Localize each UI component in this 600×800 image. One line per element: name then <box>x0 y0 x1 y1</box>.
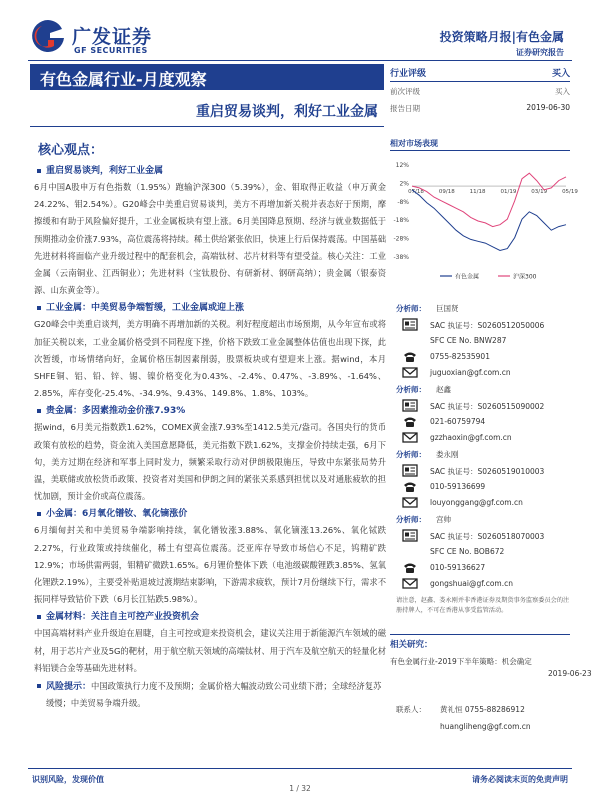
y-tick-label: 2% <box>399 180 409 188</box>
rating-head <box>390 64 570 82</box>
analyst-sac-row <box>390 528 570 544</box>
legend-label: 有色金属 <box>455 273 480 281</box>
page-number: 1 / 32 <box>289 784 311 793</box>
report-date-value: 2019-06-30 <box>526 103 570 112</box>
rating-value: 买入 <box>551 69 570 79</box>
legend-label: 沪深300 <box>513 273 537 281</box>
related-item[interactable]: 有色金属行业-2019下半年策略：机会确定 <box>390 657 532 666</box>
analyst-label: 分析师： <box>396 385 426 394</box>
license-icon <box>402 529 418 542</box>
analyst-block <box>390 300 570 381</box>
license-icon <box>402 399 418 412</box>
email-icon <box>402 366 418 379</box>
perf-chart-title: 相对市场表现 <box>390 139 438 148</box>
analyst-phone: 010-59136627 <box>430 563 486 572</box>
analyst-name-row <box>390 446 570 463</box>
key-points-body <box>34 163 386 712</box>
analyst-email-row[interactable] <box>390 495 570 511</box>
section-bullet: 贵金属：多因素推动金价涨7.93% <box>34 403 386 419</box>
analyst-list <box>390 300 570 616</box>
x-tick-label: 01/19 <box>500 189 517 196</box>
analyst-sac-row <box>390 463 570 479</box>
y-tick-label: -18% <box>393 217 409 225</box>
analyst-email[interactable]: gzzhaoxin@gf.com.cn <box>430 433 512 442</box>
phone-icon <box>402 415 418 428</box>
analyst-sac: SAC 执证号：S0260519010003 <box>430 467 545 476</box>
analyst-name-row <box>390 381 570 398</box>
report-date-label: 报告日期 <box>390 104 420 113</box>
key-points-title: 核心观点： <box>38 143 104 158</box>
contact-label: 联系人： <box>396 705 426 714</box>
analyst-email[interactable]: gongshuai@gf.com.cn <box>430 579 513 588</box>
section-bullet: 小金属：6月氧化镨钕、氧化镝涨价 <box>34 506 386 522</box>
analyst-email-row[interactable] <box>390 365 570 381</box>
y-tick-label: 12% <box>395 162 409 169</box>
analyst-sac: SAC 执证号：S0260518070003 <box>430 532 545 541</box>
analyst-sfc: SFC CE No. BNW287 <box>430 336 507 345</box>
analyst-phone-row <box>390 414 570 430</box>
prev-rating-value: 买入 <box>555 87 570 96</box>
analyst-phone-row <box>390 479 570 495</box>
risk-bullet <box>34 678 386 712</box>
analyst-name: 巨国贤 <box>436 304 459 313</box>
analyst-block <box>390 381 570 446</box>
title-divider <box>30 126 384 127</box>
analyst-name-row <box>390 511 570 528</box>
series-line <box>412 190 566 251</box>
contact-phone: 黄礼恒 0755-88286912 <box>440 705 525 714</box>
section-text: G20峰会中美重启谈判，美方明确不再增加新的关税。利好程度超出市场预期，从今年宣布或将加征关税以来，工业金属价格受到不同程度下挫，价格下跌致工业金属整体估值也出现下探，此次暂缓，市场情绪向好，金属价格压制因素削弱，股票板块或有望迎来上涨。据wind，本月SHFE铜、铝、铅、锌、锡、镍价格变化为0.43%、-2.4%、0.47%、-3.89%、-1.64%、2.85%，库存变化-25.4%、-34.9%、9.43%、149.8%、1.8%、103%。 <box>34 319 386 399</box>
analyst-email-row[interactable] <box>390 576 570 592</box>
prev-rating-row <box>390 82 570 99</box>
phone-icon <box>402 561 418 574</box>
analyst-sfc-row <box>390 333 570 349</box>
related-date: 2019-06-23 <box>548 669 592 678</box>
prev-rating-label: 前次评级 <box>390 87 420 96</box>
perf-divider <box>390 150 570 151</box>
logo-text-en: GF SECURITIES <box>74 46 148 55</box>
section-bullet: 工业金属：中美贸易争端暂缓，工业金属或迎上涨 <box>34 300 386 316</box>
analyst-name: 娄永刚 <box>436 450 459 459</box>
analyst-email[interactable]: juguoxian@gf.com.cn <box>430 368 511 377</box>
analyst-sfc: SFC CE No. BOB672 <box>430 547 505 556</box>
y-tick-label: -38% <box>393 254 409 261</box>
analyst-phone-row <box>390 349 570 365</box>
y-tick-label: -8% <box>397 198 409 206</box>
gf-logo-icon <box>28 18 68 54</box>
section-text: 6月中国A股申万有色指数（1.95%）跑输沪深300（5.39%），金、钼取得正收益（申万黄金24.22%、钼2.54%）。G20峰会中美重启贸易谈判，美方不再增加新关税并表态好于预期，摩擦缓和有助于风险偏好提升，工业金属板块有望上涨。6月美国降息预期、经济与就业数据低于预期推动金价涨7.93%，高位震荡将持续。稀土供给紧张依旧，快速上行后保持震荡。中国基础先进材料将面临产业升级过程中的配套机会，高端钛材、芯片材料等有望受益。核心关注：工业金属（云南铜业、江西铜业）；先进材料（宝钛股份、有研新材、钢研高纳）；贵金属（银泰资源、山东黄金等）。 <box>34 182 386 296</box>
analyst-name-row <box>390 300 570 317</box>
footer-disclaimer: 请务必阅读末页的免责声明 <box>472 775 568 784</box>
section-bullet: 金属材料：关注自主可控产业投资机会 <box>34 609 386 625</box>
section-text: 中国高端材料产业升级迫在眉睫，自主可控或迎来投资机会，建议关注用于新能源汽车领域的磁材，用于芯片产业及5G的靶材，用于航空航天领域的高端钛材、用于汽车及航空航天的轻量化材料铝镁合金等基础先进材料。 <box>34 628 386 673</box>
header-divider <box>28 60 572 61</box>
analyst-label: 分析师： <box>396 515 426 524</box>
analyst-phone: 010-59136699 <box>430 482 486 491</box>
analyst-phone: 0755-82535901 <box>430 352 490 361</box>
report-subtitle: 重启贸易谈判，利好工业金属 <box>196 104 378 120</box>
analyst-name: 宫帅 <box>436 515 451 524</box>
related-title: 相关研究： <box>390 640 433 650</box>
license-icon <box>402 318 418 331</box>
analyst-phone-row <box>390 560 570 576</box>
section-text: 据wind，6月美元指数跌1.62%，COMEX黄金涨7.93%至1412.5美元/盎司。各国央行的货币政策有放松的趋势，资金流入美国意愿降低，美元指数下跌1.62%，支撑金价持续走强，6月下旬，美方过期在经济和军事上同时发力，频繁采取行动对伊朗极限施压，导致中东紧张局势升温，美联储或放松货币政策、投资者对美国和伊朗之间的紧张关系感到担忧以及对通胀疲软的担忧加剧，预计金价或高位震荡。 <box>34 422 386 502</box>
related-divider <box>390 634 570 635</box>
rating-label: 行业评级 <box>390 69 427 79</box>
analyst-block <box>390 446 570 511</box>
section-text: 6月缅甸封关和中美贸易争端影响持续，氧化镨钕涨3.88%、氧化镝涨13.26%、氧化铽跌2.27%，行业政策或持续催化，稀土有望高位震荡。泛亚库存导致市场信心不足，钨精矿跌12.9%；市场供需两弱，钼精矿微跌1.65%。6月锂价整体下跌（电池级碳酸锂跌3.85%、氢氧化锂跌2.19%），主要受补贴退坡过渡期结束影响，下游需求疲软，预计7月份继续下行，需求不振同样导致钴价下跌（6月长江钴跌5.98%）。 <box>34 525 386 605</box>
footer-divider <box>28 768 572 769</box>
analyst-sfc-row <box>390 544 570 560</box>
phone-icon <box>402 350 418 363</box>
analyst-label: 分析师： <box>396 304 426 313</box>
email-icon <box>402 431 418 444</box>
title-bar <box>30 64 384 90</box>
report-title: 有色金属行业-月度观察 <box>40 70 207 89</box>
section-bullet: 重启贸易谈判，利好工业金属 <box>34 163 386 179</box>
analyst-block <box>390 511 570 592</box>
relative-performance-chart <box>390 156 578 286</box>
analyst-name: 赵鑫 <box>436 385 451 394</box>
contact-email[interactable]: huanglih​eng@gf.com.cn <box>440 722 531 731</box>
gf-logo <box>28 18 198 58</box>
risk-text: 中国政策执行力度不及预期；金属价格大幅波动致公司业绩下滑；全球经济复苏缓慢；中美贸易争端升级。 <box>46 681 382 709</box>
report-type: 投资策略月报|有色金属 <box>439 30 564 44</box>
analyst-note: 请注意，赵鑫、娄永刚并非香港证券及期货事务监察委员会的注册持牌人，不可在香港从事受监管活动。 <box>396 597 570 614</box>
email-icon <box>402 496 418 509</box>
email-icon <box>402 577 418 590</box>
risk-label: 风险提示： <box>46 682 92 693</box>
x-tick-label: 03/19 <box>531 189 548 196</box>
logo-text-cn: 广发证券 <box>72 26 153 48</box>
analyst-sac-row <box>390 398 570 414</box>
phone-icon <box>402 480 418 493</box>
footer-slogan: 识别风险，发现价值 <box>32 775 104 784</box>
x-tick-label: 11/18 <box>469 189 486 196</box>
analyst-sac: SAC 执证号：S0260515090002 <box>430 402 545 411</box>
analyst-email[interactable]: louyonggang@gf.com.cn <box>430 498 523 507</box>
license-icon <box>402 464 418 477</box>
series-line <box>412 173 566 226</box>
report-date-row <box>390 99 570 116</box>
x-tick-label: 07/18 <box>408 189 424 196</box>
analyst-email-row[interactable] <box>390 430 570 446</box>
analyst-phone: 021-60759794 <box>430 417 486 426</box>
analyst-sac-row <box>390 317 570 333</box>
rating-box <box>390 64 570 116</box>
y-tick-label: -28% <box>393 235 409 243</box>
analyst-label: 分析师： <box>396 450 426 459</box>
x-tick-label: 09/18 <box>438 189 455 196</box>
report-subtype: 证券研究报告 <box>516 48 564 57</box>
analyst-sac: SAC 执证号：S0260512050006 <box>430 321 545 330</box>
x-tick-label: 05/19 <box>562 189 578 196</box>
